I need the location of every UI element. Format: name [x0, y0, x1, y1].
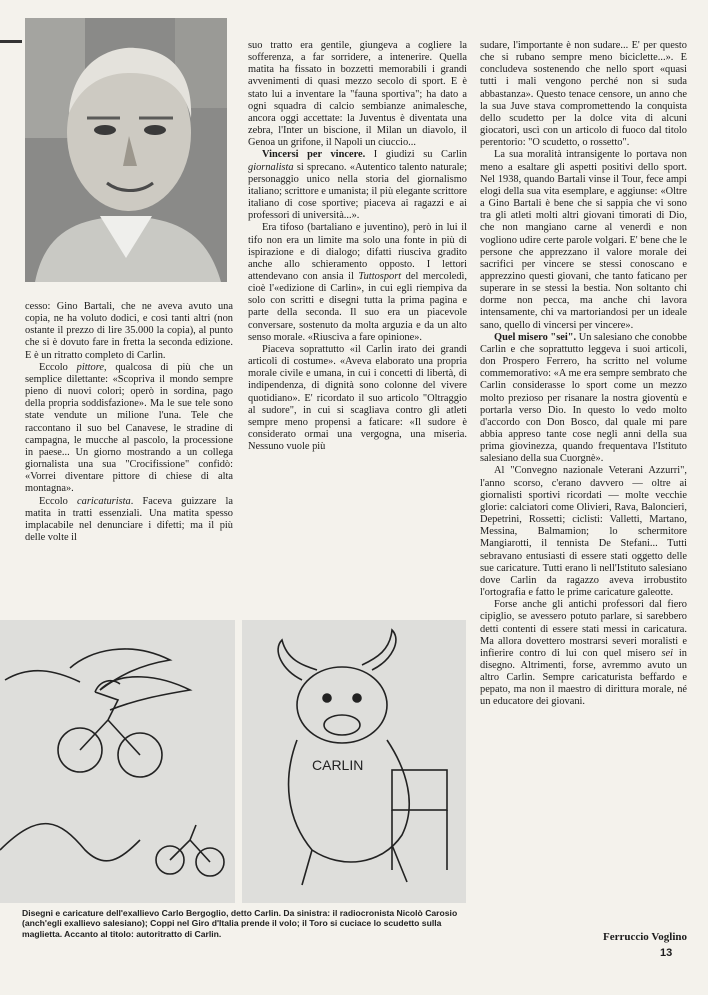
image-caption: Disegni e caricature dell'exallievo Carlo Bergoglio, detto Carlin. Da sinistra: il radiocronista Nicolò Carosio (anch'egli exallievo salesiano); Coppi nel Giro d'Italia prende il volo; il Toro si cuciace lo scudetto sulla maglietta. Accanto al titolo: autoritratto di Carlin. — [22, 908, 458, 939]
paragraph: Forse anche gli antichi professori dal fiero cipiglio, se avessero potuto parlare, si sarebbero detti contenti di essere stati messi in caricatura. Ma allora dovettero mostrarsi severi moralisti e infierire contro di lui con quel misero sei in disegno. Altrimenti, forse, avremmo avuto un altro Carlin. Sempre caricaturista beffardo e pepato, ma non il maestro di dirittura morale, né un educatore dei giovani. — [480, 599, 687, 708]
paragraph: suo tratto era gentile, giungeva a cogliere la sofferenza, a far sorridere, a intenerire. Quella matita ha fissato in bozzetti memorabili i grandi avvenimenti di quasi mezzo secolo di sport. E è stato lui a inventare la "fauna sportiva"; ha dato a ogni squadra di calcio sembianze animalesche, ancora oggi accettate: la Juventus è diventata una zebra, l'Inter un biscione, il Milan un diavolo, il Genoa un grifone, il Napoli un ciuccio... — [248, 40, 467, 149]
paragraph: Quel misero "sei". Un salesiano che conobbe Carlin e che soprattutto leggeva i suoi articoli, don Prospero Ferrero, ha scritto nel volume commemorativo: «A me era sempre sembrato che Carlin considerasse lo sport come un mezzo molto prezioso per risanare la nostra gioventù e portarla verso Dio. In questo lo vedo molto d'accordo con Don Bosco, dal quale mi pare abbia appreso tante cose negli anni della sua prima giovinezza, quando frequentava l'Istituto salesiano della sua Cuorgnè». — [480, 331, 687, 465]
left-edge-rule — [0, 40, 22, 43]
signature-text: CARLIN — [312, 757, 364, 773]
paragraph: Era tifoso (bartaliano e juventino), però in lui il tifo non era un limite ma solo una fonte in più di ispirazione e di dialogo; difatti riusciva gradito anche allo schieramento opposto. I lettori attendevano con ansia il Tuttosport del mercoledì, cioè l'«edizione di Carlin», in cui egli riempiva da solo con scritti e disegni tutta la prima pagina e parte della seconda. Il suo era un piacevole conversare, sostenuto da molta arguzia e da un alto senso morale. «Riusciva a fare opinione». — [248, 222, 468, 343]
article-column-3 — [480, 40, 687, 709]
article-column-2 — [248, 40, 467, 453]
bull-cartoon-drawing-icon — [242, 620, 466, 903]
paragraph: Vincersi per vincere. I giudizi su Carlin giornalista si sprecano. «Autentico talento naturale; personaggio unico nella storia del giornalismo italiano; scrittore e umanista; il più elegante scrittore italiano di cose sportive; piaceva ai ragazzi e ai professori di università...». — [248, 149, 468, 222]
subheading: Vincersi per vincere. — [262, 149, 366, 161]
paragraph: Piaceva soprattutto «il Carlin irato dei grandi articoli di costume». «Aveva elaborato una propria morale civile e umana, in cui i concetti di libertà, di indipendenza, di dignità sono colonne del vivere quotidiano». E' ricordato il suo articolo "Oltraggio al sudore", in cui si scagliava contro gli atleti sempre meno propensi a faticare: «Il sudore è considerato ormai una vergogna, una miseria. Nessuno vuole più — [248, 343, 467, 453]
paragraph: Eccolo pittore, qualcosa di più che un semplice dilettante: «Scopriva il mondo sempre pieno di nuovi colori; operò in sordina, pago della propria soddisfazione». Ma le sue tele sono state vendute un milione l'una. Tele che raccontano il suo bel Canavese, le stradine di campagna, le mucche al pascolo, la processione in paese... Un giorno mostrando a un collega giornalista una sua "Crocifissione" confidò: «Vorrei diventare pittore di chiese di alta montagna». — [25, 361, 234, 495]
paragraph: Al "Convegno nazionale Veterani Azzurri", l'anno scorso, c'erano davvero — oltre ai giornalisti sportivi ricordati — molte vecchie glorie: calciatori come Olivieri, Rava, Baloncieri, Depetrini, Rossetti; ciclisti: Valletti, Martano, Messina, Balmamion; lo schermitore Mangiarotti, il tennista De Stefani... Tutti sebravano entusiasti di essere stati oggetto delle sue caricature. Tutti erano lì nell'Istituto salesiano dove Carlin da ragazzo aveva irrobustito l'ortografia e fatto le prime caricature galeotte. — [480, 465, 687, 599]
portrait-photo — [25, 18, 227, 282]
author-signature: Ferruccio Voglino — [602, 931, 687, 943]
article-column-1 — [25, 301, 233, 544]
paragraph: La sua moralità intransigente lo portava non meno a esaltare gli aspetti positivi dello sport. Nel 1938, quando Bartali vinse il Tour, fece ampi elogi della sua vita esemplare, e aggiunse: «Oltre a Gino Bartali è bene che si sappia che vi sono tra gli atleti molti altri giovani timorati di Dio, che non mangiano carne al venerdì e non vogliono udire certe parole volgari. E' bene che le persone che apprezzano il valore morale dei sacrifici per vincere se stessi conoscano e apprezzino questi giovani, che tanto faticano per superare in se stessi la bestia. Non soltanto chi dorme non pecca, ma anche chi lavora intensamente, chi va martoriandosi per un ideale sano, quello di vincersi per vincere». — [480, 149, 688, 331]
subheading: Quel misero "sei". — [494, 331, 577, 343]
page-number: 13 — [660, 947, 673, 959]
portrait-photo-icon — [25, 18, 227, 282]
illustration-bull — [242, 620, 466, 903]
paragraph: Eccolo caricaturista. Faceva guizzare la matita in tratti essenziali. Una matita spesso implacabile nel denunciare i difetti; ma il più delle volte il — [25, 495, 233, 543]
paragraph: sudare, l'importante è non sudare... E' per questo che si rubano sempre meno biciclette...». E concludeva sostenendo che nello sport «quasi tutti i mali vengono perché non si suda abbastanza». Questo tenace censore, un anno che la sua Juve stava compromettendo la conquista dello scudetto per la dolce vita di alcuni giocatori, uscì con un articolo di fuoco dal titolo perentorio: "O scudetto, o rossetto". — [480, 40, 687, 149]
illustration-cyclist — [0, 620, 235, 903]
paragraph: cesso: Gino Bartali, che ne aveva avuto una copia, ne ha voluto dodici, e così tanti altri (non ostante il prezzo di lire 35.000 la copia), al punto che si è dovuto fare in fretta la seconda edizione. E è un ritratto completo di Carlin. — [25, 301, 233, 361]
cyclist-with-wings-drawing-icon — [0, 620, 235, 903]
